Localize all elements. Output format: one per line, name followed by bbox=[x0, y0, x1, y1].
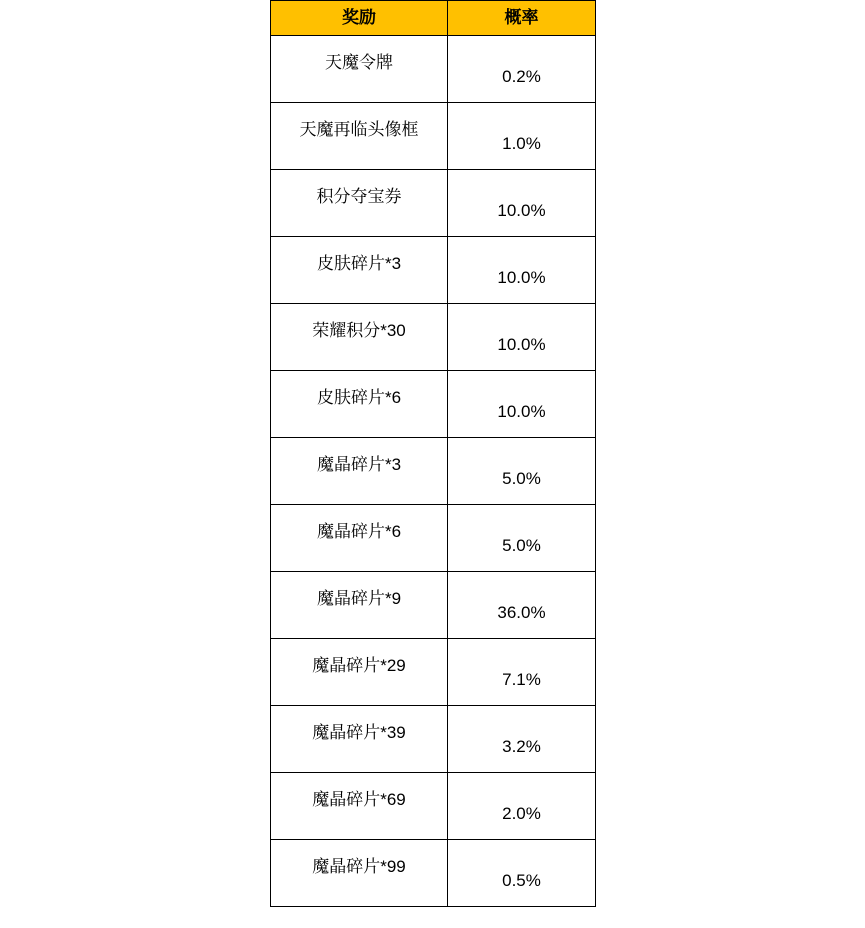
probability-value: 3.2% bbox=[502, 736, 541, 756]
reward-cell bbox=[271, 371, 448, 438]
probability-value: 0.2% bbox=[502, 66, 541, 86]
probability-cell bbox=[448, 371, 596, 438]
reward-cell bbox=[271, 572, 448, 639]
table-row bbox=[271, 505, 596, 572]
reward-probability-table bbox=[270, 0, 596, 907]
reward-cell bbox=[271, 773, 448, 840]
table-row bbox=[271, 36, 596, 103]
probability-value: 0.5% bbox=[502, 870, 541, 890]
reward-cell bbox=[271, 639, 448, 706]
reward-label: 魔晶碎片*29 bbox=[312, 655, 406, 675]
probability-cell bbox=[448, 237, 596, 304]
table-row bbox=[271, 304, 596, 371]
reward-label: 天魔再临头像框 bbox=[299, 119, 419, 139]
reward-label: 魔晶碎片*99 bbox=[312, 856, 406, 876]
column-header-probability: 概率 bbox=[448, 1, 596, 36]
reward-cell bbox=[271, 36, 448, 103]
probability-value: 5.0% bbox=[502, 535, 541, 555]
probability-value: 36.0% bbox=[497, 602, 546, 622]
probability-cell bbox=[448, 103, 596, 170]
table-row bbox=[271, 572, 596, 639]
reward-cell bbox=[271, 706, 448, 773]
reward-label: 皮肤碎片*3 bbox=[316, 253, 402, 273]
probability-cell bbox=[448, 572, 596, 639]
probability-cell bbox=[448, 639, 596, 706]
reward-cell bbox=[271, 304, 448, 371]
probability-cell bbox=[448, 773, 596, 840]
table-body bbox=[271, 36, 596, 907]
reward-cell bbox=[271, 237, 448, 304]
table-row bbox=[271, 438, 596, 505]
table-header bbox=[271, 1, 596, 36]
probability-value: 5.0% bbox=[502, 468, 541, 488]
reward-label: 魔晶碎片*69 bbox=[312, 789, 406, 809]
probability-cell bbox=[448, 505, 596, 572]
table-row bbox=[271, 840, 596, 907]
probability-value: 2.0% bbox=[502, 803, 541, 823]
reward-cell bbox=[271, 505, 448, 572]
reward-label: 荣耀积分*30 bbox=[312, 320, 406, 340]
table-row bbox=[271, 706, 596, 773]
table-row bbox=[271, 170, 596, 237]
table-row bbox=[271, 237, 596, 304]
reward-label: 魔晶碎片*3 bbox=[316, 454, 402, 474]
probability-cell bbox=[448, 840, 596, 907]
reward-cell bbox=[271, 103, 448, 170]
table-row bbox=[271, 371, 596, 438]
reward-label: 魔晶碎片*9 bbox=[316, 588, 402, 608]
probability-cell bbox=[448, 438, 596, 505]
reward-cell bbox=[271, 840, 448, 907]
column-header-reward: 奖励 bbox=[271, 1, 448, 36]
probability-cell bbox=[448, 706, 596, 773]
reward-cell bbox=[271, 438, 448, 505]
reward-label: 天魔令牌 bbox=[325, 52, 393, 72]
probability-value: 10.0% bbox=[497, 334, 546, 354]
table-row bbox=[271, 639, 596, 706]
reward-label: 皮肤碎片*6 bbox=[316, 387, 402, 407]
probability-value: 10.0% bbox=[497, 401, 546, 421]
probability-cell bbox=[448, 36, 596, 103]
reward-label: 魔晶碎片*6 bbox=[316, 521, 402, 541]
probability-cell bbox=[448, 304, 596, 371]
probability-table-container bbox=[270, 0, 595, 907]
table-row bbox=[271, 773, 596, 840]
probability-value: 7.1% bbox=[502, 669, 541, 689]
probability-value: 10.0% bbox=[497, 200, 546, 220]
probability-value: 10.0% bbox=[497, 267, 546, 287]
table-row bbox=[271, 103, 596, 170]
probability-cell bbox=[448, 170, 596, 237]
probability-value: 1.0% bbox=[502, 133, 541, 153]
table-header-row bbox=[271, 1, 596, 36]
reward-label: 魔晶碎片*39 bbox=[312, 722, 406, 742]
reward-label: 积分夺宝券 bbox=[316, 186, 402, 206]
reward-cell bbox=[271, 170, 448, 237]
